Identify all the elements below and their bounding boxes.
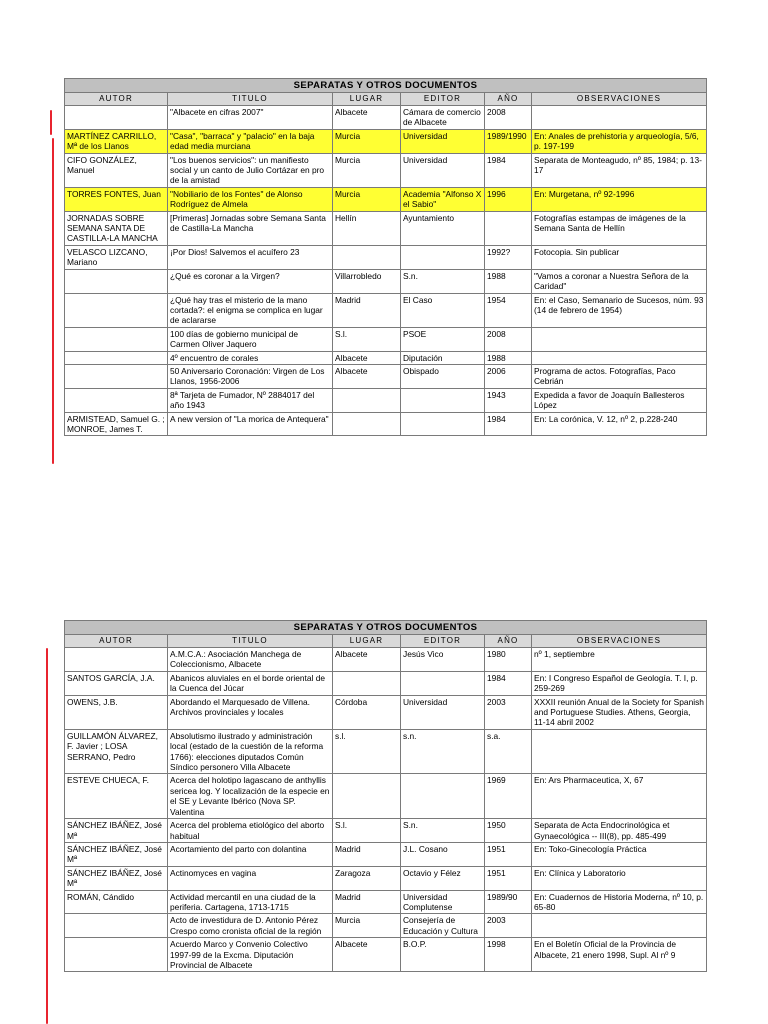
cell-titulo: [Primeras] Jornadas sobre Semana Santa de Castilla-La Mancha [168,211,333,245]
cell-autor [65,106,168,130]
cell-observaciones [532,351,707,364]
table-row [65,364,707,388]
cell-lugar: Murcia [333,914,401,938]
table-row [65,412,707,436]
cell-lugar: Murcia [333,129,401,153]
table-row [65,866,707,890]
cell-ano: 1998 [485,938,532,972]
column-header-lugar: LUGAR [333,93,401,106]
cell-observaciones: Fotografías estampas de imágenes de la Semana Santa de Hellín [532,211,707,245]
cell-lugar [333,774,401,819]
table-row [65,187,707,211]
cell-editor: S.n. [401,819,485,843]
cell-ano: 1951 [485,842,532,866]
cell-ano: 1980 [485,648,532,672]
cell-autor [65,388,168,412]
cell-observaciones: En: I Congreso Español de Geología. T. I, p. 259-269 [532,671,707,695]
cell-titulo: "Casa", "barraca" y "palacio" en la baja edad media murciana [168,129,333,153]
cell-observaciones [532,729,707,774]
cell-autor: SÁNCHEZ IBÁÑEZ, José Mª [65,819,168,843]
cell-titulo: 8ª Tarjeta de Fumador, Nº 2884017 del año 1943 [168,388,333,412]
cell-titulo: "Los buenos servicios": un manifiesto social y un canto de Julio Cortázar en pro de la amistad [168,153,333,187]
cell-observaciones: En: La corónica, V. 12, nº 2, p.228-240 [532,412,707,436]
cell-autor [65,269,168,293]
records-table [64,620,707,972]
cell-titulo: ¡Por Dios! Salvemos el acuífero 23 [168,245,333,269]
cell-ano [485,211,532,245]
cell-autor: OWENS, J.B. [65,695,168,729]
cell-editor: Universidad [401,153,485,187]
cell-autor: TORRES FONTES, Juan [65,187,168,211]
cell-ano: 1989/90 [485,890,532,914]
cell-titulo: 50 Aniversario Coronación: Virgen de Los Llanos, 1956-2006 [168,364,333,388]
cell-ano: 1992? [485,245,532,269]
cell-observaciones: Expedida a favor de Joaquín Ballesteros López [532,388,707,412]
cell-observaciones: XXXII reunión Anual de la Society for Spanish and Portuguese Studies. Athens, Georgia, 11-14 abril 2002 [532,695,707,729]
cell-autor: ARMISTEAD, Samuel G. ; MONROE, James T. [65,412,168,436]
cell-titulo: A.M.C.A.: Asociación Manchega de Coleccionismo, Albacete [168,648,333,672]
cell-titulo: Absolutismo ilustrado y administración local (estado de la cuestión de la reforma 1766): elecciones diputados Común Síndico personero Villa Albacete [168,729,333,774]
cell-lugar: Albacete [333,648,401,672]
cell-observaciones: En el Boletín Oficial de la Provincia de Albacete, 21 enero 1998, Supl. Al nº 9 [532,938,707,972]
cell-editor: Ayuntamiento [401,211,485,245]
cell-ano: 2008 [485,327,532,351]
cell-autor [65,293,168,327]
cell-observaciones: En: Murgetana, nº 92-1996 [532,187,707,211]
cell-editor: B.O.P. [401,938,485,972]
cell-observaciones: En: Clínica y Laboratorio [532,866,707,890]
table-row [65,245,707,269]
cell-editor: Cámara de comercio de Albacete [401,106,485,130]
cell-titulo: "Albacete en cifras 2007" [168,106,333,130]
cell-lugar [333,388,401,412]
table-row [65,351,707,364]
records-table [64,78,707,436]
cell-observaciones: En: el Caso, Semanario de Sucesos, núm. 93 (14 de febrero de 1954) [532,293,707,327]
table-row [65,388,707,412]
table-row [65,695,707,729]
cell-editor: Octavio y Félez [401,866,485,890]
cell-autor: SÁNCHEZ IBÁÑEZ, José Mª [65,866,168,890]
cell-editor: Universidad [401,695,485,729]
red-margin-mark [52,138,54,464]
cell-titulo: 100 días de gobierno municipal de Carmen Oliver Jaquero [168,327,333,351]
cell-editor: Consejería de Educación y Cultura [401,914,485,938]
cell-autor: ROMÁN, Cándido [65,890,168,914]
cell-editor: S.n. [401,269,485,293]
cell-editor: Universidad [401,129,485,153]
cell-editor: El Caso [401,293,485,327]
cell-editor [401,388,485,412]
cell-autor [65,938,168,972]
cell-editor [401,245,485,269]
red-margin-mark [46,648,48,1024]
cell-editor: Obispado [401,364,485,388]
cell-lugar [333,245,401,269]
cell-lugar: Albacete [333,106,401,130]
cell-autor: GUILLAMÓN ÁLVAREZ, F. Javier ; LOSA SERRANO, Pedro [65,729,168,774]
cell-observaciones: Separata de Acta Endocrinológica et Gynaecológica -- III(8), pp. 485-499 [532,819,707,843]
table-row [65,129,707,153]
cell-titulo: Acuerdo Marco y Convenio Colectivo 1997-99 de la Excma. Diputación Provincial de Albacete [168,938,333,972]
document-table-1 [64,78,706,436]
cell-autor [65,327,168,351]
table-row [65,819,707,843]
cell-editor: J.L. Cosano [401,842,485,866]
cell-titulo: "Nobiliario de los Fontes" de Alonso Rodríguez de Almela [168,187,333,211]
cell-ano: 1943 [485,388,532,412]
column-header-titulo: TITULO [168,93,333,106]
cell-lugar: Albacete [333,938,401,972]
cell-ano: 2006 [485,364,532,388]
cell-lugar: S.l. [333,819,401,843]
cell-ano: 1950 [485,819,532,843]
table-row [65,153,707,187]
cell-autor [65,914,168,938]
cell-autor: SANTOS GARCÍA, J.A. [65,671,168,695]
cell-observaciones: Programa de actos. Fotografías, Paco Cebrián [532,364,707,388]
table-row [65,842,707,866]
cell-autor: MARTÍNEZ CARRILLO, Mª de los Llanos [65,129,168,153]
red-margin-mark [50,110,52,135]
cell-titulo: 4º encuentro de corales [168,351,333,364]
cell-editor: Diputación [401,351,485,364]
column-header-ano: AÑO [485,93,532,106]
cell-titulo: Acerca del holotipo lagascano de anthyllis sericea log. Y localización de la especie en el SE y Levante Ibérico (Nova SP. Valentina [168,774,333,819]
table-row [65,211,707,245]
cell-lugar: Murcia [333,153,401,187]
column-header-editor: EDITOR [401,93,485,106]
cell-editor [401,774,485,819]
table-row [65,938,707,972]
cell-lugar: S.l. [333,327,401,351]
cell-ano: 2008 [485,106,532,130]
cell-ano: 2003 [485,914,532,938]
cell-autor [65,351,168,364]
column-header-titulo: TITULO [168,635,333,648]
cell-ano: s.a. [485,729,532,774]
cell-autor: JORNADAS SOBRE SEMANA SANTA DE CASTILLA-LA MANCHA [65,211,168,245]
cell-titulo: Acortamiento del parto con dolantina [168,842,333,866]
cell-ano: 1951 [485,866,532,890]
cell-lugar: Madrid [333,293,401,327]
cell-editor: PSOE [401,327,485,351]
table-row [65,914,707,938]
table-title: SEPARATAS Y OTROS DOCUMENTOS [65,621,707,635]
cell-editor: Academia "Alfonso X el Sabio" [401,187,485,211]
cell-ano: 2003 [485,695,532,729]
cell-observaciones: En: Cuadernos de Historia Moderna, nº 10, p. 65-80 [532,890,707,914]
table-row [65,671,707,695]
cell-lugar: Hellín [333,211,401,245]
cell-ano: 1989/1990 [485,129,532,153]
cell-lugar: Madrid [333,890,401,914]
column-header-observaciones: OBSERVACIONES [532,93,707,106]
cell-lugar: s.l. [333,729,401,774]
cell-editor: Jesús Vico [401,648,485,672]
cell-lugar: Córdoba [333,695,401,729]
table-row [65,106,707,130]
cell-observaciones: En: Anales de prehistoria y arqueología, 5/6, p. 197-199 [532,129,707,153]
cell-observaciones [532,327,707,351]
cell-observaciones: En: Ars Pharmaceutica, X, 67 [532,774,707,819]
cell-titulo: ¿Qué hay tras el misterio de la mano cortada?: el enigma se complica en lugar de aclararse [168,293,333,327]
cell-ano: 1988 [485,269,532,293]
cell-autor [65,364,168,388]
column-header-autor: AUTOR [65,635,168,648]
column-header-lugar: LUGAR [333,635,401,648]
cell-lugar: Albacete [333,351,401,364]
document-table-2 [64,620,706,972]
cell-titulo: Acerca del problema etiológico del aborto habitual [168,819,333,843]
table-row [65,269,707,293]
cell-autor: CIFO GONZÁLEZ, Manuel [65,153,168,187]
cell-lugar [333,671,401,695]
cell-titulo: Actinomyces en vagina [168,866,333,890]
cell-lugar: Albacete [333,364,401,388]
cell-observaciones: nº 1, septiembre [532,648,707,672]
table-row [65,293,707,327]
cell-editor: s.n. [401,729,485,774]
cell-autor [65,648,168,672]
column-header-observaciones: OBSERVACIONES [532,635,707,648]
cell-titulo: ¿Qué es coronar a la Virgen? [168,269,333,293]
cell-autor: SÁNCHEZ IBÁÑEZ, José Mª [65,842,168,866]
cell-ano: 1996 [485,187,532,211]
column-header-autor: AUTOR [65,93,168,106]
cell-ano: 1984 [485,412,532,436]
cell-ano: 1984 [485,671,532,695]
cell-lugar: Zaragoza [333,866,401,890]
table-row [65,890,707,914]
cell-observaciones: En: Toko-Ginecología Práctica [532,842,707,866]
cell-observaciones [532,914,707,938]
cell-autor: ESTEVE CHUECA, F. [65,774,168,819]
cell-lugar: Murcia [333,187,401,211]
cell-observaciones [532,106,707,130]
cell-ano: 1988 [485,351,532,364]
cell-autor: VELASCO LIZCANO, Mariano [65,245,168,269]
cell-lugar: Villarrobledo [333,269,401,293]
cell-lugar: Madrid [333,842,401,866]
cell-ano: 1969 [485,774,532,819]
column-header-ano: AÑO [485,635,532,648]
cell-titulo: Acto de investidura de D. Antonio Pérez Crespo como cronista oficial de la región [168,914,333,938]
cell-editor [401,671,485,695]
cell-titulo: Actividad mercantil en una ciudad de la periferia. Cartagena, 1713-1715 [168,890,333,914]
cell-titulo: A new version of "La morica de Antequera" [168,412,333,436]
column-header-editor: EDITOR [401,635,485,648]
cell-observaciones: Fotocopia. Sin publicar [532,245,707,269]
cell-titulo: Abordando el Marquesado de Villena. Archivos provinciales y locales [168,695,333,729]
table-row [65,729,707,774]
table-row [65,327,707,351]
cell-lugar [333,412,401,436]
cell-editor: Universidad Complutense [401,890,485,914]
cell-ano: 1954 [485,293,532,327]
cell-titulo: Abanicos aluviales en el borde oriental de la Cuenca del Júcar [168,671,333,695]
cell-ano: 1984 [485,153,532,187]
cell-editor [401,412,485,436]
table-row [65,774,707,819]
cell-observaciones: "Vamos a coronar a Nuestra Señora de la Caridad" [532,269,707,293]
table-title: SEPARATAS Y OTROS DOCUMENTOS [65,79,707,93]
table-row [65,648,707,672]
cell-observaciones: Separata de Monteagudo, nº 85, 1984; p. 13-17 [532,153,707,187]
